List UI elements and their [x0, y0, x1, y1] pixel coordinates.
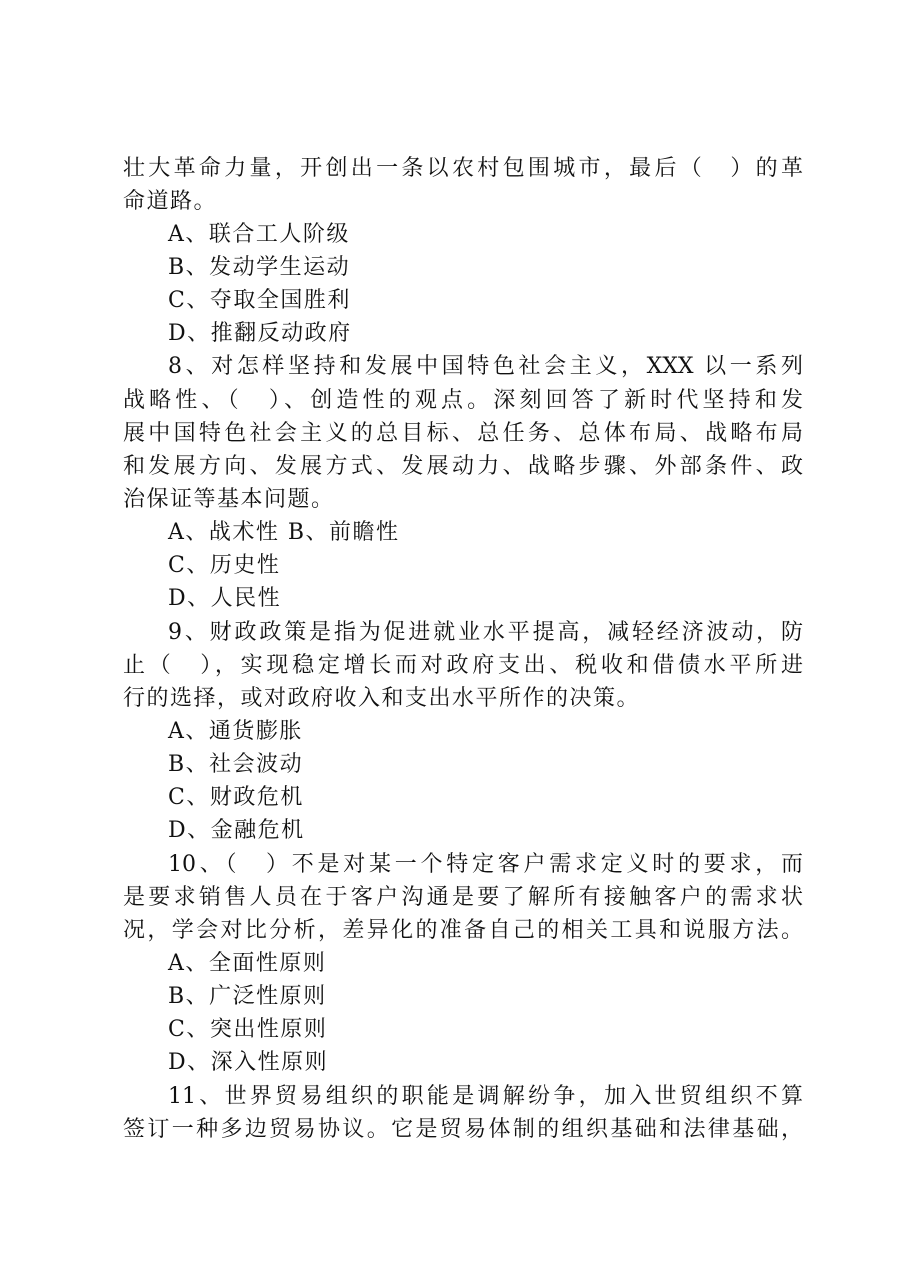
option-d: D、金融危机: [168, 818, 305, 843]
option-b: B、社会波动: [168, 752, 304, 777]
text-line: 和发展方向、发展方式、发展动力、战略步骤、外部条件、政: [123, 454, 803, 479]
text-line: 是要求销售人员在于客户沟通是要了解所有接触客户的需求状: [123, 885, 803, 910]
option-b: B、广泛性原则: [168, 984, 327, 1009]
option-d: D、人民性: [168, 586, 282, 611]
question-11-stem: 11、世界贸易组织的职能是调解纷争，加入世贸组织不算: [168, 1084, 803, 1109]
option-d: D、深入性原则: [168, 1050, 329, 1075]
question-9-stem: 9、财政政策是指为促进就业水平提高，减轻经济波动，防: [168, 620, 803, 645]
option-c: C、财政危机: [168, 785, 304, 810]
text-line: 展中国特色社会主义的总目标、总任务、总体布局、战略布局: [123, 421, 803, 446]
option-d: D、推翻反动政府: [168, 321, 352, 346]
question-10-stem: 10、（ ）不是对某一个特定客户需求定义时的要求，而: [168, 852, 803, 877]
option-a: A、联合工人阶级: [168, 222, 350, 247]
text-line: 战略性、（ ）、创造性的观点。深刻回答了新时代坚持和发: [123, 388, 803, 413]
option-c: C、历史性: [168, 553, 281, 578]
text-line: 壮大革命力量，开创出一条以农村包围城市，最后（ ）的革: [123, 156, 803, 181]
option-a: A、通货膨胀: [168, 719, 303, 744]
text-line: 签订一种多边贸易协议。它是贸易体制的组织基础和法律基础，: [123, 1117, 803, 1142]
text-line: 治保证等基本问题。: [123, 487, 335, 512]
text-line: 况，学会对比分析，差异化的准备自己的相关工具和说服方法。: [123, 918, 803, 943]
text-line: 命道路。: [123, 189, 218, 214]
question-8-stem: 8、对怎样坚持和发展中国特色社会主义，XXX 以一系列: [168, 354, 803, 379]
option-c: C、夺取全国胜利: [168, 288, 351, 313]
option-a-b: A、战术性 B、前瞻性: [168, 520, 400, 545]
option-c: C、突出性原则: [168, 1017, 328, 1042]
option-b: B、发动学生运动: [168, 255, 351, 280]
text-line: 止（ ），实现稳定增长而对政府支出、税收和借债水平所进: [123, 653, 803, 678]
text-line: 行的选择，或对政府收入和支出水平所作的决策。: [123, 686, 641, 711]
option-a: A、全面性原则: [168, 951, 327, 976]
